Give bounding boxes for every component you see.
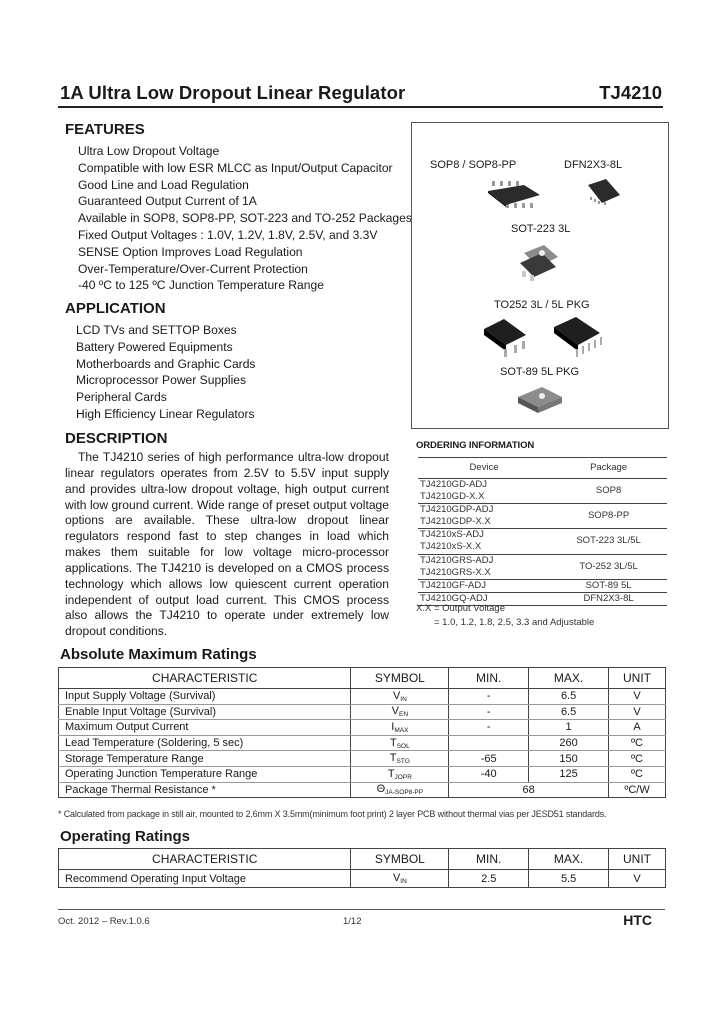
package-label-sop8: SOP8 / SOP8-PP xyxy=(430,159,517,171)
table-row xyxy=(59,720,666,736)
cell-min: - xyxy=(449,689,529,705)
cell-characteristic: Maximum Output Current xyxy=(59,720,351,736)
cell-unit: V xyxy=(609,870,666,888)
symbol-text: T xyxy=(387,767,395,780)
page-title: 1A Ultra Low Dropout Linear Regulator xyxy=(60,82,406,103)
symbol-subscript: JA-SOP8-PP xyxy=(385,789,424,797)
cell-max: 260 xyxy=(529,735,609,751)
table-row xyxy=(59,870,666,888)
opr-table xyxy=(58,848,666,888)
opr-col-min: MIN. xyxy=(449,849,529,870)
ordering-table xyxy=(418,457,667,606)
application-list xyxy=(76,322,255,423)
symbol-subscript: IN xyxy=(400,695,407,703)
table-row xyxy=(59,782,666,798)
brand-logo: HTC xyxy=(623,912,652,928)
header-rule xyxy=(58,106,663,108)
ordering-device: TJ4210GF-ADJ xyxy=(420,579,486,591)
list-item: Guaranteed Output Current of 1A xyxy=(78,194,257,209)
ordering-device: TJ4210GD-ADJ xyxy=(420,479,488,490)
list-item: SENSE Option Improves Load Regulation xyxy=(78,244,303,259)
cell-value: 68 xyxy=(449,782,609,798)
symbol-text: Θ xyxy=(376,783,386,796)
cell-min: 2.5 xyxy=(449,870,529,888)
cell-unit: ºC xyxy=(609,766,666,782)
opr-col-max: MAX. xyxy=(529,849,609,870)
amr-col-unit: UNIT xyxy=(609,668,666,689)
to252-3l-chip-icon xyxy=(478,313,534,359)
cell-min: -40 xyxy=(449,766,529,782)
opr-col-unit: UNIT xyxy=(609,849,666,870)
symbol-subscript: JOPR xyxy=(394,773,412,781)
cell-characteristic: Package Thermal Resistance * xyxy=(59,782,351,798)
symbol-subscript: IN xyxy=(400,878,407,885)
amr-col-symbol: SYMBOL xyxy=(351,668,449,689)
cell-symbol xyxy=(351,870,449,888)
ordering-package: SOT-223 3L/5L xyxy=(576,535,641,547)
cell-min: -65 xyxy=(449,751,529,767)
footer-rule xyxy=(58,909,665,910)
cell-unit: ºC xyxy=(609,735,666,751)
list-item: Over-Temperature/Over-Current Protection xyxy=(78,261,308,276)
table-row xyxy=(59,735,666,751)
sop8-chip-icon xyxy=(484,177,544,211)
ordering-device: TJ4210xS-ADJ xyxy=(420,529,484,541)
list-item: Ultra Low Dropout Voltage xyxy=(78,144,220,158)
features-heading: FEATURES xyxy=(65,121,145,138)
sot89-chip-icon xyxy=(512,383,568,417)
list-item: Microprocessor Power Supplies xyxy=(76,373,247,388)
ordering-package: DFN2X3-8L xyxy=(583,592,634,604)
cell-unit: V xyxy=(609,704,666,720)
cell-unit: A xyxy=(609,720,666,736)
cell-unit: ºC xyxy=(609,751,666,767)
symbol-text: T xyxy=(389,752,397,765)
list-item: Battery Powered Equipments xyxy=(76,339,233,354)
cell-max: 125 xyxy=(529,766,609,782)
cell-min xyxy=(449,735,529,751)
list-item: High Efficiency Linear Regulators xyxy=(76,406,255,421)
ordering-package: SOP8-PP xyxy=(587,510,630,522)
table-row xyxy=(59,766,666,782)
amr-col-max: MAX. xyxy=(529,668,609,689)
list-item: Compatible with low ESR MLCC as Input/Output Capacitor xyxy=(78,160,393,175)
ordering-device: TJ4210GRS-ADJ xyxy=(420,554,494,566)
symbol-text: T xyxy=(389,736,397,749)
ordering-heading: ORDERING INFORMATION xyxy=(416,440,535,451)
footer-date: Oct. 2012 – Rev.1.0.6 xyxy=(58,916,150,927)
table-row xyxy=(59,704,666,720)
description-heading: DESCRIPTION xyxy=(65,430,168,447)
ordering-device: TJ4210GRS-X.X xyxy=(420,566,491,578)
cell-symbol xyxy=(351,720,449,736)
symbol-text: V xyxy=(392,872,401,884)
ordering-col-package: Package xyxy=(590,461,628,473)
cell-symbol xyxy=(351,751,449,767)
cell-max: 150 xyxy=(529,751,609,767)
amr-heading: Absolute Maximum Ratings xyxy=(60,646,257,663)
symbol-subscript: SOL xyxy=(396,742,410,750)
symbol-subscript: STG xyxy=(396,758,410,766)
cell-max: 6.5 xyxy=(529,689,609,705)
ordering-note-1: X.X = Output Voltage xyxy=(416,603,505,614)
cell-symbol xyxy=(351,766,449,782)
cell-characteristic: Lead Temperature (Soldering, 5 sec) xyxy=(59,735,351,751)
list-item: LCD TVs and SETTOP Boxes xyxy=(76,323,237,337)
dfn-chip-icon xyxy=(584,175,624,211)
list-item: Motherboards and Graphic Cards xyxy=(76,356,256,371)
cell-symbol xyxy=(351,735,449,751)
symbol-text: V xyxy=(391,705,400,718)
cell-max: 1 xyxy=(529,720,609,736)
package-label-to252: TO252 3L / 5L PKG xyxy=(494,299,590,311)
amr-table xyxy=(58,667,666,798)
list-item: -40 ºC to 125 ºC Junction Temperature Range xyxy=(78,278,324,293)
cell-characteristic: Recommend Operating Input Voltage xyxy=(59,870,351,888)
opr-col-characteristic: CHARACTERISTIC xyxy=(59,849,351,870)
symbol-text: I xyxy=(391,720,395,733)
ordering-package: TO-252 3L/5L xyxy=(579,560,638,572)
ordering-device: TJ4210GQ-ADJ xyxy=(420,592,488,604)
amr-col-min: MIN. xyxy=(449,668,529,689)
package-label-sot223: SOT-223 3L xyxy=(511,223,571,235)
part-number: TJ4210 xyxy=(599,82,662,103)
ordering-package: SOT-89 5L xyxy=(585,579,632,591)
cell-max: 5.5 xyxy=(529,870,609,888)
package-illustration-box xyxy=(411,122,669,429)
features-list xyxy=(78,143,412,294)
cell-characteristic: Input Supply Voltage (Survival) xyxy=(59,689,351,705)
description-text: The TJ4210 series of high performance ultra-low dropout linear regulators operates from 2.5V to 5.5V input supply and provides ultra-low dropout voltage, high output current with low ground current. Wide range of preset output voltage options are available. These ultra-low dropout linear regulators respond fast to step changes in load which makes them suitable for low voltage micro-processor applications. The TJ4210 is developed on a CMOS process technology which allows low quiescent current operation independent of output load current. This CMOS process also allows the TJ4210 to operate under extremely low dropout conditions. xyxy=(65,450,389,639)
ordering-package: SOP8 xyxy=(595,485,622,497)
amr-col-characteristic: CHARACTERISTIC xyxy=(59,668,351,689)
table-row xyxy=(59,751,666,767)
ordering-device: TJ4210GDP-ADJ xyxy=(420,504,494,516)
package-label-sot89: SOT-89 5L PKG xyxy=(500,366,580,378)
application-heading: APPLICATION xyxy=(65,300,166,317)
list-item: Peripheral Cards xyxy=(76,390,167,405)
amr-footnote: * Calculated from package in still air, mounted to 2.6mm X 3.5mm(minimum foot print) 2 layer PCB without thermal vias per JESD51 standards. xyxy=(58,809,607,819)
cell-unit: ºC/W xyxy=(609,782,666,798)
opr-col-symbol: SYMBOL xyxy=(351,849,449,870)
cell-min: - xyxy=(449,720,529,736)
cell-characteristic: Operating Junction Temperature Range xyxy=(59,766,351,782)
cell-characteristic: Enable Input Voltage (Survival) xyxy=(59,704,351,720)
table-row xyxy=(59,689,666,705)
cell-symbol xyxy=(351,689,449,705)
ordering-device: TJ4210xS-X.X xyxy=(420,541,482,553)
sot223-chip-icon xyxy=(514,241,564,283)
cell-unit: V xyxy=(609,689,666,705)
cell-min: - xyxy=(449,704,529,720)
cell-symbol xyxy=(351,782,449,798)
opr-heading: Operating Ratings xyxy=(60,828,191,845)
package-label-dfn: DFN2X3-8L xyxy=(564,159,623,171)
ordering-device: TJ4210GD-X.X xyxy=(420,491,485,503)
list-item: Available in SOP8, SOP8-PP, SOT-223 and TO-252 Packages xyxy=(78,211,412,226)
list-item: Good Line and Load Regulation xyxy=(78,177,249,192)
footer-page: 1/12 xyxy=(343,916,362,927)
cell-symbol xyxy=(351,704,449,720)
list-item: Fixed Output Voltages : 1.0V, 1.2V, 1.8V, 2.5V, and 3.3V xyxy=(78,227,378,242)
to252-5l-chip-icon xyxy=(548,311,608,359)
symbol-subscript: EN xyxy=(399,711,409,719)
ordering-col-device: Device xyxy=(469,461,499,473)
cell-max: 6.5 xyxy=(529,704,609,720)
ordering-note-2: = 1.0, 1.2, 1.8, 2.5, 3.3 and Adjustable xyxy=(434,617,595,628)
ordering-device: TJ4210GDP-X.X xyxy=(420,516,491,528)
symbol-subscript: MAX xyxy=(394,726,409,734)
cell-characteristic: Storage Temperature Range xyxy=(59,751,351,767)
symbol-text: V xyxy=(392,689,401,702)
